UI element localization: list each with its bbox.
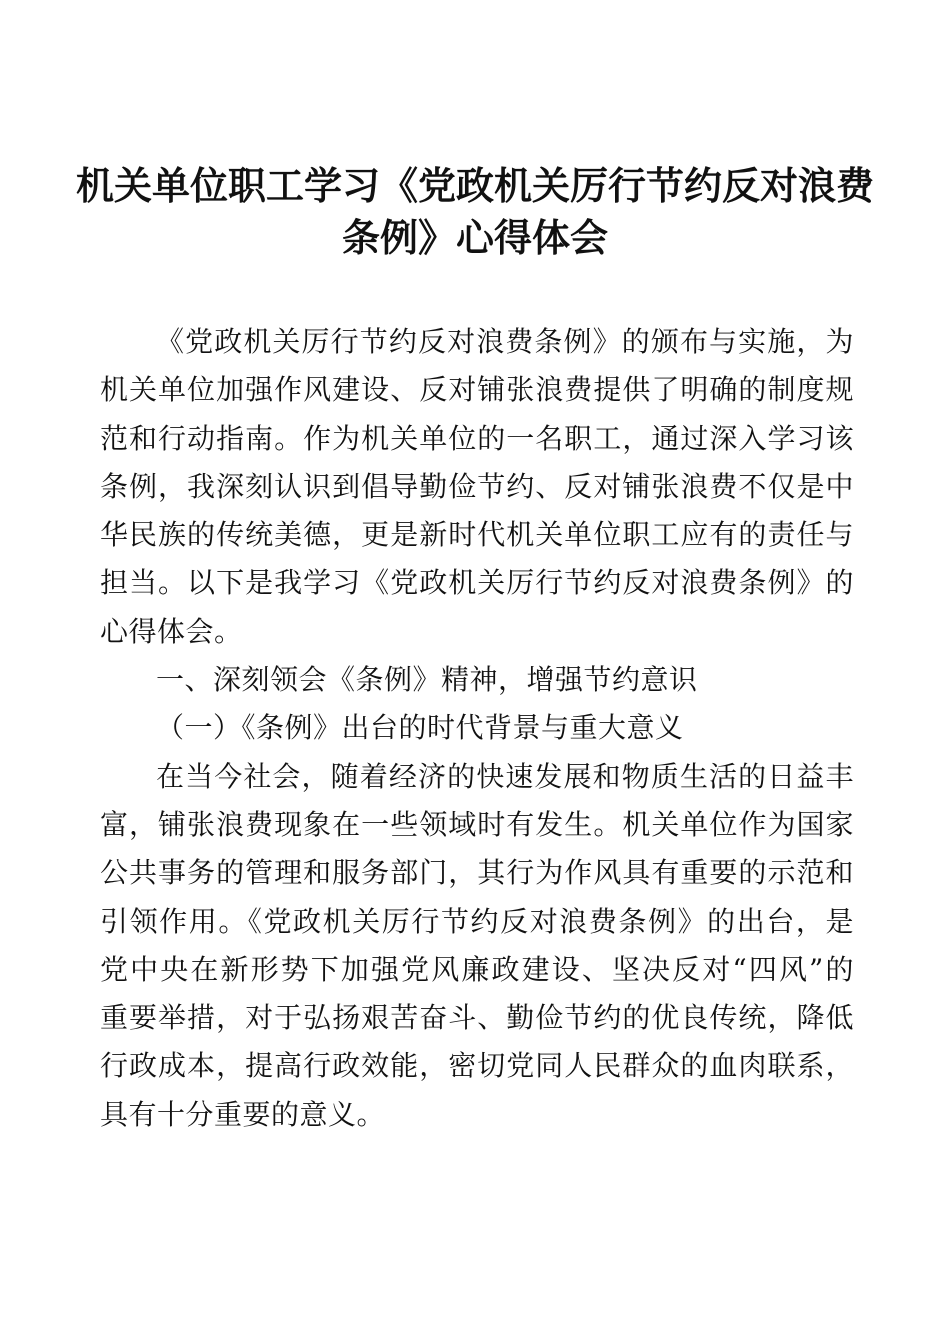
document-title xyxy=(60,160,890,264)
subsection-heading-1: （一）《条例》出台的时代背景与重大意义 xyxy=(156,711,684,745)
title-line-2: 条例》心得体会 xyxy=(341,215,608,260)
text-line: 担当。以下是我学习《党政机关厉行节约反对浪费条例》的 xyxy=(100,566,854,600)
text-line: 具有十分重要的意义。 xyxy=(100,1097,386,1131)
text-line: 华民族的传统美德，更是新时代机关单位职工应有的责任与 xyxy=(100,518,854,552)
intro-paragraph xyxy=(100,318,854,656)
text-line: 心得体会。 xyxy=(100,614,243,648)
text-line: 《党政机关厉行节约反对浪费条例》的颁布与实施，为 xyxy=(156,325,854,358)
section-heading-1: 一、深刻领会《条例》精神，增强节约意识 xyxy=(156,663,698,697)
text-line: 重要举措，对于弘扬艰苦奋斗、勤俭节约的优良传统，降低 xyxy=(100,1001,854,1035)
text-line: 公共事务的管理和服务部门，其行为作风具有重要的示范和 xyxy=(100,856,854,890)
text-line: 富，铺张浪费现象在一些领域时有发生。机关单位作为国家 xyxy=(100,807,854,841)
body-paragraph-2 xyxy=(100,753,854,1139)
text-line: 条例，我深刻认识到倡导勤俭节约、反对铺张浪费不仅是中 xyxy=(100,469,854,503)
text-line: 在当今社会，随着经济的快速发展和物质生活的日益丰 xyxy=(156,759,854,793)
text-line: 机关单位加强作风建设、反对铺张浪费提供了明确的制度规 xyxy=(100,373,854,407)
text-line: 党中央在新形势下加强党风廉政建设、坚决反对“四风”的 xyxy=(100,952,854,986)
document-body xyxy=(100,318,854,1139)
text-line: 范和行动指南。作为机关单位的一名职工，通过深入学习该 xyxy=(100,421,854,455)
title-line-1: 机关单位职工学习《党政机关厉行节约反对浪费 xyxy=(75,163,874,208)
text-line: 行政成本，提高行政效能，密切党同人民群众的血肉联系， xyxy=(100,1049,854,1083)
text-line: 引领作用。《党政机关厉行节约反对浪费条例》的出台，是 xyxy=(100,904,854,938)
